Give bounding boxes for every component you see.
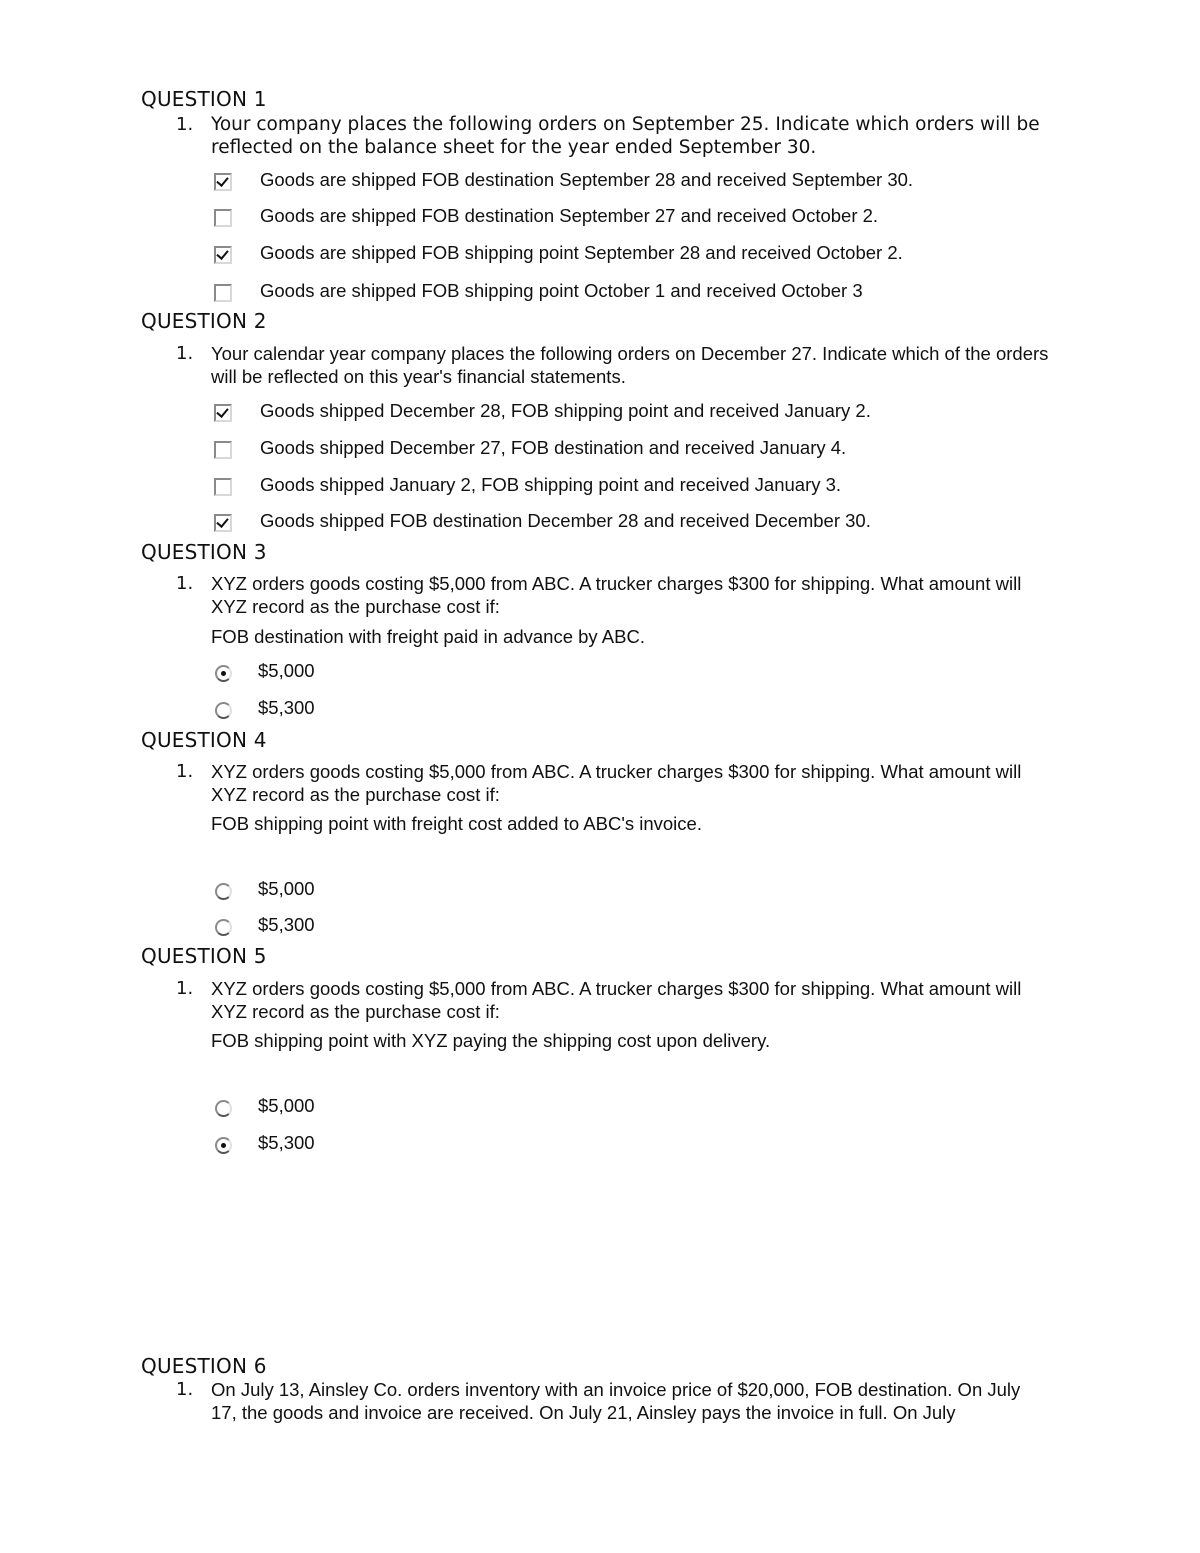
question-3-option-2[interactable] bbox=[211, 694, 315, 720]
question-2-option-3[interactable] bbox=[211, 471, 841, 497]
question-2-heading: QUESTION 2 bbox=[141, 309, 267, 333]
question-1-option-1[interactable] bbox=[211, 166, 913, 192]
question-4-option-2[interactable] bbox=[211, 911, 315, 937]
option-label: $5,000 bbox=[258, 877, 315, 899]
option-label: $5,000 bbox=[258, 1094, 315, 1116]
question-3-condition: FOB destination with freight paid in advance by ABC. bbox=[211, 626, 645, 647]
question-3-option-1[interactable] bbox=[211, 657, 315, 683]
question-1-option-3[interactable] bbox=[211, 239, 903, 265]
question-4-number: 1. bbox=[176, 761, 194, 782]
question-2-option-2[interactable] bbox=[211, 434, 846, 460]
question-6-text: On July 13, Ainsley Co. orders inventory with an invoice price of $20,000, FOB destination. On July 17, the goods and invoice are received. On July 21, Ainsley pays the invoice in full. On July bbox=[211, 1379, 1021, 1423]
question-2-text: Your calendar year company places the following orders on December 27. Indicate which of the orders will be reflected on this year's financial statements. bbox=[211, 343, 1049, 387]
radio-unselected-icon[interactable] bbox=[215, 1100, 232, 1117]
checkbox-unchecked-icon[interactable] bbox=[214, 441, 232, 459]
question-3-number: 1. bbox=[176, 573, 194, 594]
question-1-option-4[interactable] bbox=[211, 277, 863, 303]
question-5-option-1[interactable] bbox=[211, 1092, 315, 1118]
question-2-option-1[interactable] bbox=[211, 397, 871, 423]
question-6-heading: QUESTION 6 bbox=[141, 1354, 267, 1378]
question-5-condition: FOB shipping point with XYZ paying the shipping cost upon delivery. bbox=[211, 1030, 771, 1051]
option-label: $5,300 bbox=[258, 913, 315, 935]
question-1-number: 1. bbox=[176, 114, 194, 135]
question-4-heading: QUESTION 4 bbox=[141, 728, 267, 752]
option-label: Goods are shipped FOB shipping point October 1 and received October 3 bbox=[260, 279, 863, 301]
question-1-text: Your company places the following orders on September 25. Indicate which orders will be reflected on the balance sheet for the year ended September 30. bbox=[211, 114, 1040, 158]
option-label: Goods shipped December 27, FOB destination and received January 4. bbox=[260, 436, 847, 458]
option-label: Goods shipped January 2, FOB shipping point and received January 3. bbox=[260, 473, 842, 495]
checkbox-checked-icon[interactable] bbox=[214, 514, 232, 532]
option-label: $5,300 bbox=[258, 696, 315, 718]
checkbox-checked-icon[interactable] bbox=[214, 173, 232, 191]
option-label: $5,300 bbox=[258, 1131, 315, 1153]
option-label: Goods are shipped FOB destination September 27 and received October 2. bbox=[260, 204, 879, 226]
radio-selected-icon[interactable] bbox=[215, 665, 232, 682]
question-3-heading: QUESTION 3 bbox=[141, 540, 267, 564]
option-label: Goods are shipped FOB destination September 28 and received September 30. bbox=[260, 168, 914, 190]
question-5-text: XYZ orders goods costing $5,000 from ABC. A trucker charges $300 for shipping. What amount will XYZ record as the purchase cost if: bbox=[211, 978, 1022, 1022]
question-5-heading: QUESTION 5 bbox=[141, 944, 267, 968]
question-5-number: 1. bbox=[176, 978, 194, 999]
checkbox-unchecked-icon[interactable] bbox=[214, 478, 232, 496]
question-1-heading: QUESTION 1 bbox=[141, 87, 267, 111]
option-label: Goods are shipped FOB shipping point September 28 and received October 2. bbox=[260, 241, 903, 263]
question-2-option-4[interactable] bbox=[211, 507, 871, 533]
question-5-option-2[interactable] bbox=[211, 1129, 315, 1155]
question-4-condition: FOB shipping point with freight cost added to ABC's invoice. bbox=[211, 813, 702, 834]
question-6-number: 1. bbox=[176, 1379, 194, 1400]
radio-unselected-icon[interactable] bbox=[215, 883, 232, 900]
checkbox-checked-icon[interactable] bbox=[214, 246, 232, 264]
radio-unselected-icon[interactable] bbox=[215, 919, 232, 936]
option-label: Goods shipped December 28, FOB shipping point and received January 2. bbox=[260, 399, 871, 421]
option-label: $5,000 bbox=[258, 659, 315, 681]
question-4-option-1[interactable] bbox=[211, 875, 315, 901]
checkbox-checked-icon[interactable] bbox=[214, 404, 232, 422]
radio-unselected-icon[interactable] bbox=[215, 702, 232, 719]
option-label: Goods shipped FOB destination December 28 and received December 30. bbox=[260, 509, 871, 531]
radio-selected-icon[interactable] bbox=[215, 1137, 232, 1154]
question-3-text: XYZ orders goods costing $5,000 from ABC. A trucker charges $300 for shipping. What amount will XYZ record as the purchase cost if: bbox=[211, 573, 1022, 617]
question-4-text: XYZ orders goods costing $5,000 from ABC. A trucker charges $300 for shipping. What amount will XYZ record as the purchase cost if: bbox=[211, 761, 1022, 805]
checkbox-unchecked-icon[interactable] bbox=[214, 209, 232, 227]
checkbox-unchecked-icon[interactable] bbox=[214, 284, 232, 302]
question-2-number: 1. bbox=[176, 343, 194, 364]
question-1-option-2[interactable] bbox=[211, 202, 878, 228]
